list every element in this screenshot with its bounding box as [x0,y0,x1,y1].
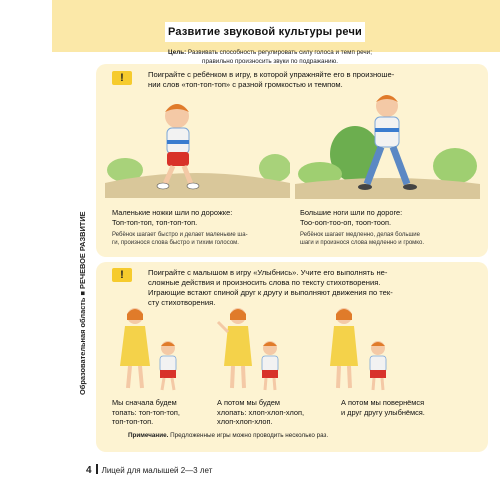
child-shoe [157,183,169,189]
left-note-line-2: ги, произнося слова быстро и тихим голосом. [112,240,239,246]
game1-right-note [300,231,485,247]
child-shorts [167,152,189,166]
goal-label: Цель: [168,49,187,56]
goal-line-1: Развивать способность регулировать силу голоса и темп речи; [186,49,372,56]
game1-right-caption [300,208,485,227]
footer-divider [96,464,98,474]
game2-note [128,432,488,440]
boy-walking-illustration [295,84,480,199]
caption-2-line-1: А потом мы будем [217,398,280,407]
alert-icon: ! [112,268,132,282]
child-leg [373,378,374,390]
child-shorts [370,370,386,378]
game2-caption-1 [112,398,212,427]
note-label: Примечание. [128,432,169,439]
bush [433,148,477,184]
bush [259,154,290,182]
right-caption-line-1: Большие ноги шли по дороге: [300,208,403,217]
game2-intro [148,268,483,308]
left-caption-line-1: Маленькие ножки шли по дорожке: [112,208,233,217]
caption-1-line-1: Мы сначала будем [112,398,177,407]
child-leg [172,378,174,390]
mother-leg [128,366,130,388]
shirt-stripe [375,128,399,132]
mother-leg [349,366,350,388]
game2-intro-line-3: Играющие встают спиной друг к другу и выполняют движения по тек- [148,288,393,297]
game1-intro-line-2: нии слов «топ-топ-топ» с разной громкостью и темпом. [148,80,343,89]
side-label-text: Образовательная область ■ РЕЧЕВОЕ РАЗВИТИЕ [78,211,87,395]
boy-shoe [358,184,372,190]
caption-2-line-3: хлоп-хлоп-хлоп. [217,417,273,426]
game2-intro-line-2: сложные действия и произносить слова по тексту стихотворения. [148,278,381,287]
caption-2-line-2: хлопать: хлоп-хлоп-хлоп, [217,407,305,417]
page-number: 4 [86,465,92,476]
mother-dress [224,326,252,366]
left-caption-line-2: Топ-топ-топ, топ-топ-топ. [112,217,198,227]
right-caption-line-2: Тоо-ооп-тоо-оп, тооп-тооп. [300,217,392,227]
mother-leg [243,366,244,388]
alert-icon: ! [112,71,132,85]
child-hair [263,342,277,346]
game1-left-note [112,231,292,247]
child-shoe [187,183,199,189]
smiling-illustration [318,306,398,394]
child-shirt [370,356,386,372]
caption-3-line-1: А потом мы повернёмся [341,398,425,407]
page-title: Развитие звуковой культуры речи [165,22,365,42]
game2-caption-3 [341,398,481,417]
child-hair [161,342,175,346]
mother-dress [330,326,358,366]
clapping-illustration [210,306,290,394]
child-walking-illustration [105,88,290,198]
left-note-line-1: Ребёнок шагает быстро и делает маленькие ша- [112,232,248,238]
side-label [78,145,90,395]
game1-intro-line-1: Поиграйте с ребёнком в игру, в которой упражняйте его в произноше- [148,70,395,79]
mother-leg [338,366,339,388]
child-leg [382,378,383,390]
mother-leg [140,366,142,388]
child-leg [162,378,164,390]
game2-caption-2 [217,398,332,427]
caption-1-line-2: топать: топ-топ-топ, [112,407,180,417]
mother-arm [218,322,228,332]
game2-intro-line-4: сту стихотворения. [148,298,216,307]
shirt-stripe [167,140,189,144]
goal-line-2: правильно произносить звуки по подражанию. [202,57,338,65]
child-hair [371,342,385,346]
child-shorts [262,370,278,378]
stomping-illustration [110,306,190,394]
mother-leg [232,366,233,388]
caption-3-line-2: и друг другу улыбнёмся. [341,407,425,417]
child-shirt [262,356,278,372]
child-leg [274,378,275,390]
page-footer [86,464,212,476]
child-leg [265,378,266,390]
game2-intro-line-1: Поиграйте с малышом в игру «Улыбнись». Учите его выполнять не- [148,268,388,277]
boy-shoe [403,184,417,190]
child-shirt [160,356,176,372]
footer-title: Лицей для малышей 2—3 лет [101,466,213,475]
caption-1-line-3: топ-топ-топ. [112,417,154,426]
path-ground [295,178,480,199]
note-text: Предложенные игры можно проводить несколько раз. [168,432,329,439]
child-shorts [160,370,176,378]
right-note-line-2: шаги и произнося слова медленно и громко. [300,240,424,246]
mother-dress [120,326,150,366]
game1-left-caption [112,208,292,227]
right-note-line-1: Ребёнок шагает медленно, делая большие [300,232,420,238]
